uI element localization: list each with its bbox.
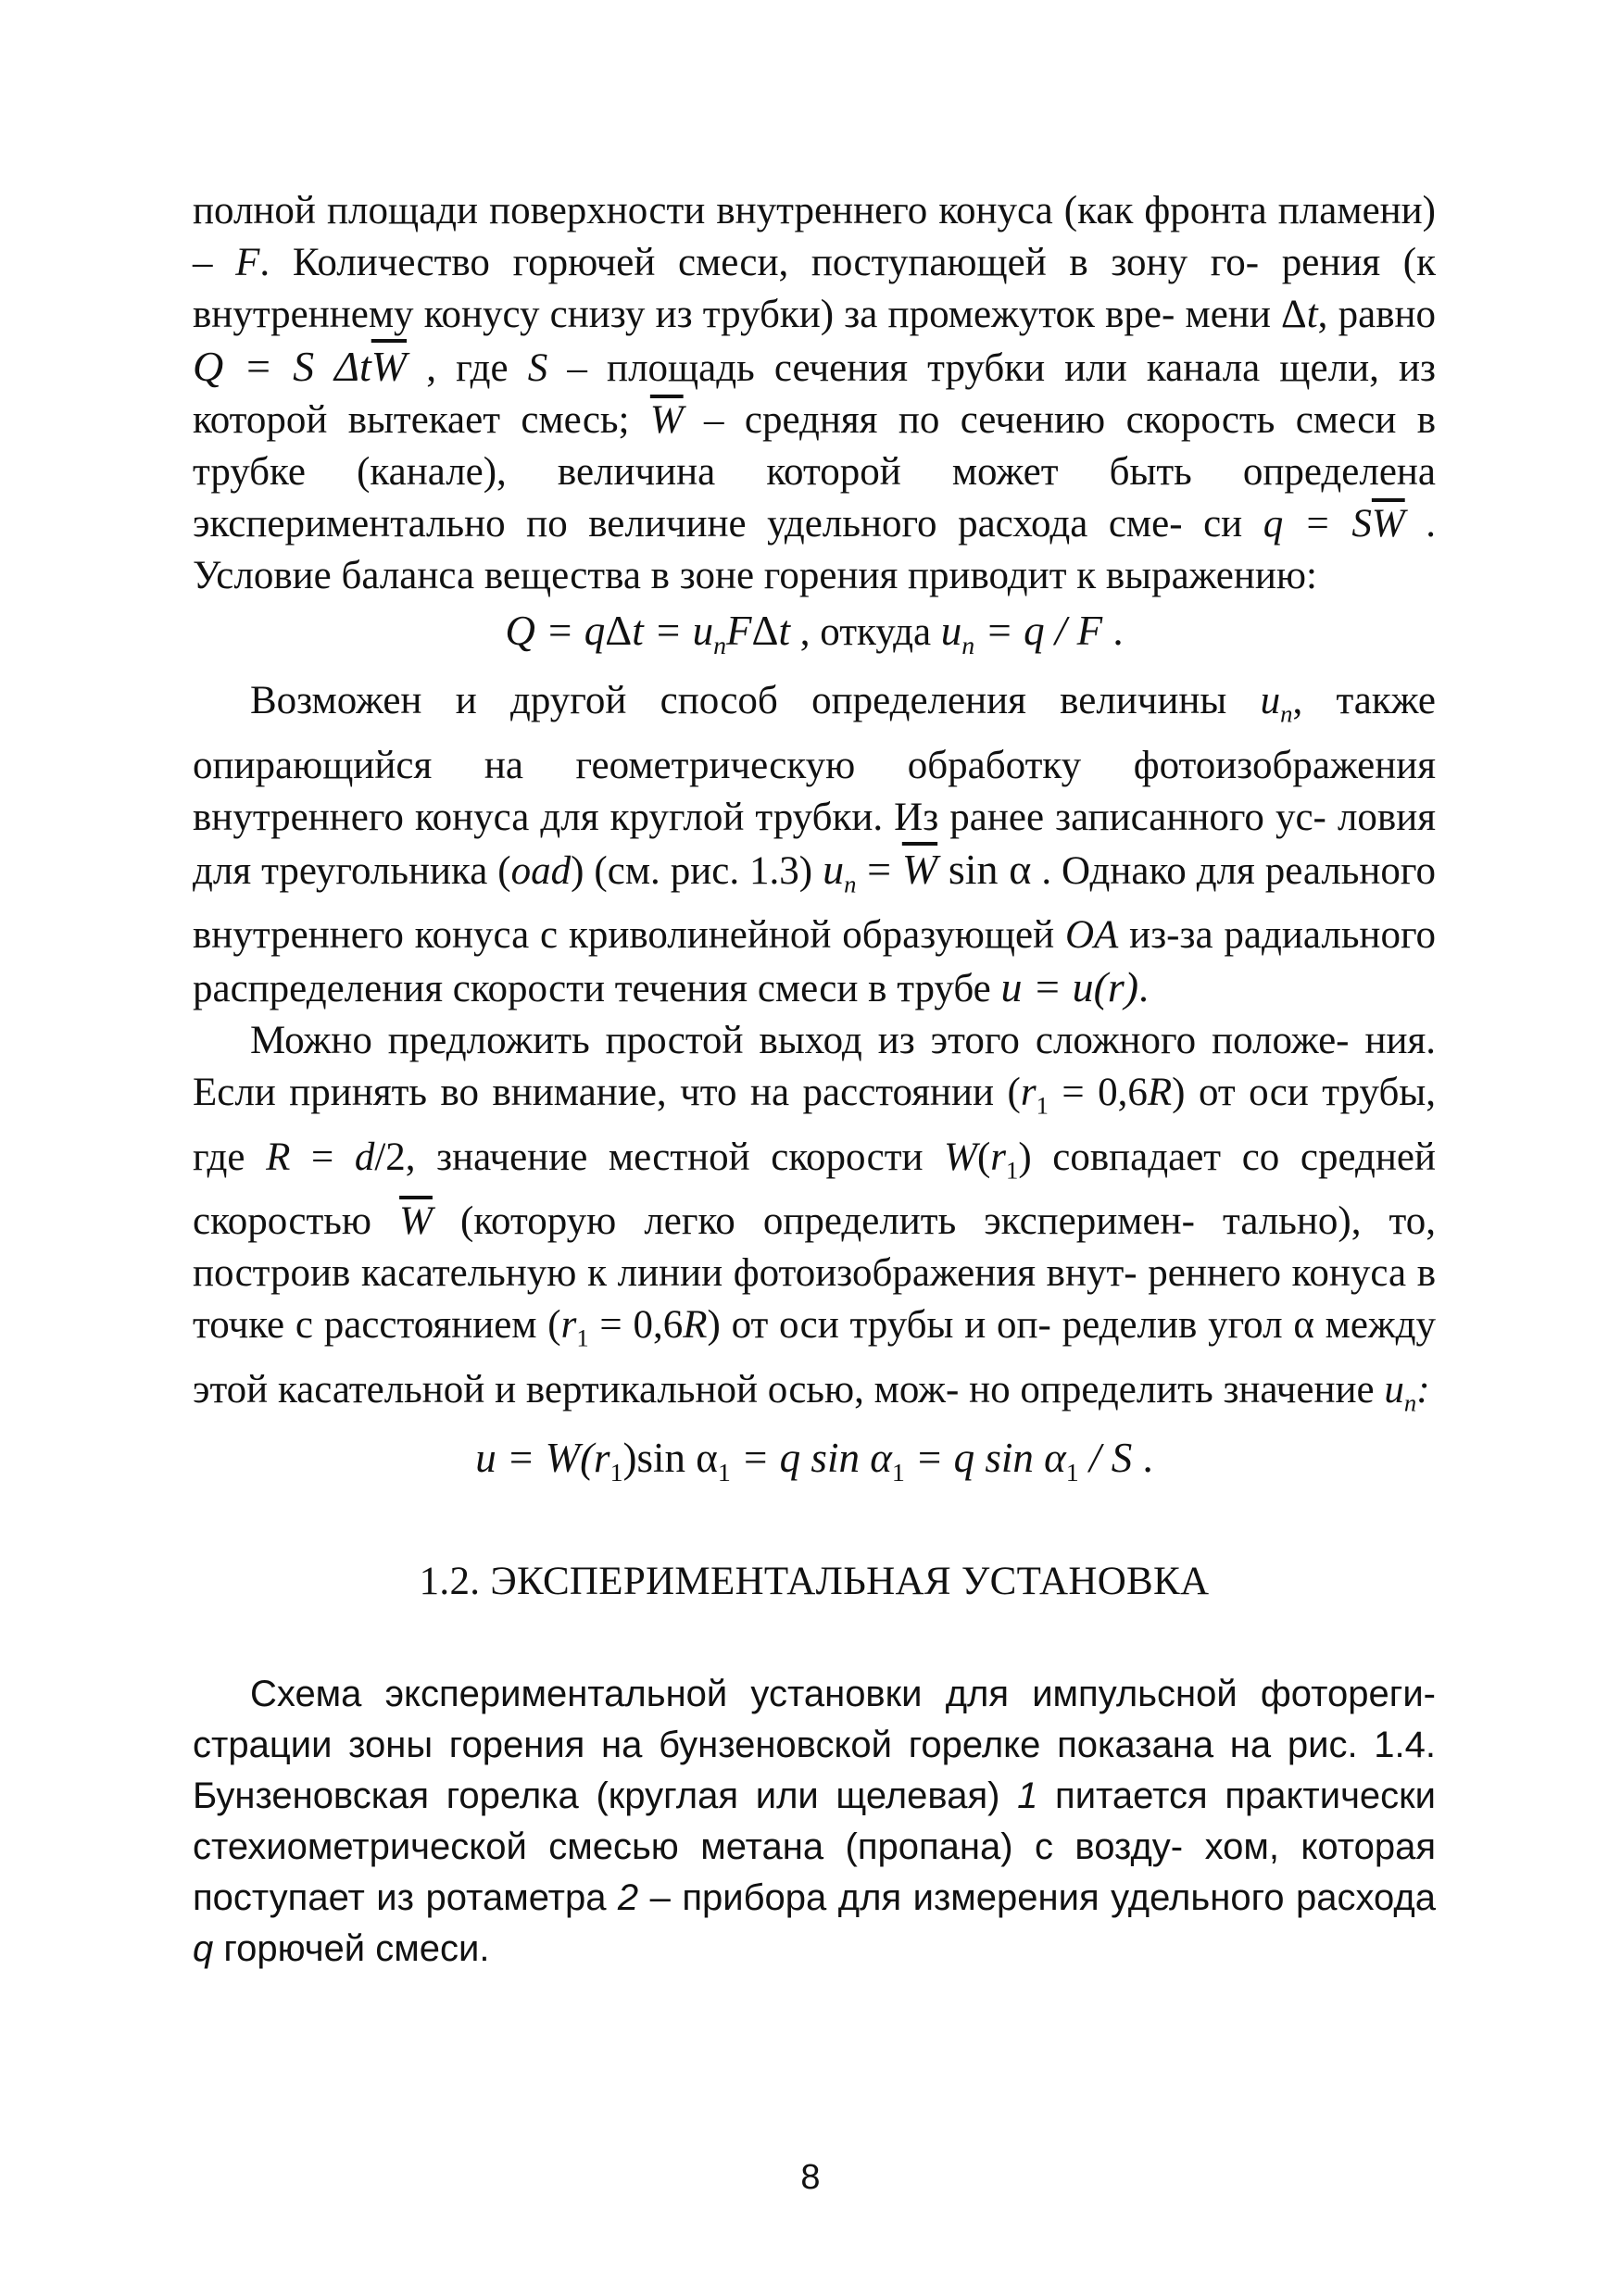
text-line: опирающийся на геометрическую обработку фотоизображения [193, 743, 1436, 787]
text-line: горючей смеси. [213, 1927, 490, 1969]
formula-part: u [940, 608, 962, 654]
text-line: (которую легко определить эксперимен- [432, 1199, 1195, 1244]
formula-part: Q = q [505, 608, 606, 654]
text-line: – средняя по сечению [683, 398, 1106, 442]
text-line: трубы, где [193, 1071, 1436, 1179]
text-line: = [290, 1135, 355, 1179]
figure-ref-number: 2 [617, 1876, 639, 1918]
math-formula: q = S [1263, 502, 1372, 546]
text-line: . Условие баланса вещества в зоне горения приводит к [193, 502, 1437, 597]
math-subscript: 1 [576, 1324, 589, 1352]
text-line: , где [407, 346, 528, 390]
text-line: ) от оси трубы и оп- [707, 1303, 1051, 1348]
math-var: R [1147, 1071, 1173, 1115]
math-part: sin α [937, 845, 1032, 893]
text-line: средней скоростью [193, 1135, 1436, 1244]
math-var: R [683, 1303, 708, 1348]
math-subscript: n [1403, 1388, 1417, 1417]
text-line: Возможен и другой способ определения величины [250, 679, 1261, 722]
text-line: канала щели, из которой вытекает смесь; [193, 346, 1436, 442]
formula-part: F [726, 608, 752, 654]
formula-part: Δ [751, 608, 779, 654]
math-var: u [1260, 679, 1281, 722]
formula-part: , откуда [790, 610, 941, 654]
text-line: – прибора для измерения [638, 1876, 1100, 1918]
text-line: тально), то, построив касательную к линии фотоизображения внут- [193, 1199, 1437, 1296]
text-line: ределив угол α между этой касательной и вертикальной осью, мож- [193, 1303, 1436, 1411]
text-line: питается [1037, 1775, 1208, 1816]
text-line: ) от оси [1172, 1071, 1309, 1115]
math-var: q [193, 1927, 214, 1969]
formula-part: = q sin α [730, 1434, 892, 1481]
math-var: r [560, 1303, 577, 1348]
formula-subscript: 1 [717, 1458, 731, 1487]
formula-velocity [193, 1429, 1436, 1502]
paragraph-3 [193, 1015, 1436, 1428]
text-line: . [1138, 967, 1149, 1011]
formula-part: t = u [632, 608, 714, 654]
text-line: Схема экспериментальной установки для импульсной фотореги- [250, 1673, 1436, 1714]
figure-ref-number: 1 [1017, 1775, 1038, 1816]
math-subscript: 1 [1036, 1091, 1049, 1120]
math-subscript: 1 [1006, 1156, 1019, 1185]
paragraph-4 [193, 1669, 1436, 1975]
text-line: си [1203, 502, 1263, 546]
text-line: практически стехиометрической смесью метана (пропана) с возду- [193, 1775, 1437, 1867]
math-formula: Q = S Δt [193, 343, 371, 390]
text-line: пламени) – [193, 189, 1436, 284]
math-part: = [856, 845, 902, 893]
math-formula: u = u(r) [1000, 963, 1139, 1011]
text-line: выражению: [1105, 554, 1317, 597]
math-var: R [266, 1135, 291, 1179]
math-var-overline: $\overline{W}$ [901, 845, 938, 893]
text-line: скорость смеси в трубке (канале), величина которой может быть [193, 398, 1436, 494]
text-line: из-за радиального распределения скорости течения смеси в [193, 913, 1437, 1011]
text-line: ) совпадает со [1018, 1135, 1280, 1179]
formula-subscript: n [961, 632, 975, 660]
formula-part: = q / F [974, 608, 1103, 654]
text-line: , равно [1317, 293, 1437, 336]
formula-part: . [1132, 1434, 1153, 1481]
text-line: страции зоны горения на бунзеновской горелке показана на [193, 1724, 1272, 1765]
paragraph-1 [193, 185, 1436, 602]
math-var-overline: $\overline{W}$ [371, 343, 408, 390]
formula-subscript: 1 [609, 1458, 623, 1487]
formula-part: t [778, 608, 791, 654]
text-line: трубе [897, 967, 1001, 1011]
text-line: = 0,6 [1048, 1071, 1148, 1115]
text-line: ( [976, 1135, 991, 1179]
formula-subscript: 1 [1065, 1458, 1079, 1487]
text-line: рения (к внутреннему конусу снизу из трубки) за промежуток вре- [193, 241, 1436, 336]
math-var: oad [510, 848, 572, 893]
math-var: u [823, 845, 845, 893]
math-var: F [235, 241, 260, 284]
text-line: хом, которая поступает из ротаметра [193, 1826, 1437, 1918]
text-line: ) (см. рис. 1.3) [571, 848, 823, 893]
math-var-overline: $\overline{W}$ [649, 398, 684, 442]
text-line: ловия для треугольника ( [193, 795, 1437, 893]
text-line: . Однако [1031, 848, 1187, 893]
text-line: для реального внутреннего конуса с криволинейной образующей [193, 848, 1436, 958]
page-number: 8 [800, 2158, 821, 2197]
text-line: мени Δ [1185, 293, 1307, 336]
text-line: внутреннего конуса для круглой трубки. Из ранее записанного ус- [193, 795, 1326, 839]
formula-part: Δ [605, 608, 633, 654]
text-line: /2, значение местной скорости [374, 1135, 945, 1179]
math-var: S [527, 346, 548, 390]
text-line: удельного расхода [1111, 1876, 1437, 1918]
text-line: ния. Если принять во внимание, что на расстоянии ( [193, 1019, 1436, 1115]
text-line: рис. 1.4. Бунзеновская горелка (круглая или щелевая) [193, 1724, 1436, 1816]
math-var-overline: $\overline{W}$ [399, 1199, 433, 1244]
math-var: r [990, 1135, 1007, 1179]
page-content [193, 185, 1436, 1975]
text-line: Можно предложить простой выход из этого сложного положе- [250, 1019, 1350, 1063]
formula-balance [193, 602, 1436, 675]
formula-part: / S [1078, 1434, 1133, 1481]
text-line: реннего конуса в точке с расстоянием ( [193, 1251, 1437, 1348]
math-var-overline: $\overline{W}$ [1371, 502, 1405, 546]
math-var: u [1384, 1367, 1404, 1411]
section-heading: 1.2. ЭКСПЕРИМЕНТАЛЬНАЯ УСТАНОВКА [419, 1559, 1210, 1603]
paragraph-2 [193, 675, 1436, 1015]
formula-part: u = W(r [475, 1434, 610, 1481]
formula-subscript: n [713, 632, 727, 660]
math-var: r [1020, 1071, 1037, 1115]
math-var: t [1306, 293, 1318, 336]
text-line: . Количество горючей смеси, поступающей в зону го- [259, 241, 1260, 284]
formula-part: )sin α [622, 1434, 718, 1481]
math-var: d [354, 1135, 375, 1179]
text-line: но определить значение [969, 1367, 1385, 1411]
formula-part: . [1102, 608, 1124, 654]
text-line: : [1416, 1367, 1430, 1411]
formula-subscript: 1 [891, 1458, 905, 1487]
text-line: – площадь сечения трубки или [547, 346, 1127, 390]
formula-part: = q sin α [904, 1434, 1066, 1481]
text-line: определена экспериментально по величине удельного расхода сме- [193, 450, 1437, 546]
math-subscript: n [1280, 699, 1293, 728]
math-var: OA [1065, 913, 1119, 958]
text-line: , также [1292, 679, 1436, 722]
text-line: = 0,6 [588, 1303, 684, 1348]
text-line: полной площади поверхности внутреннего конуса (как фронта [193, 189, 1267, 232]
math-var: W [944, 1135, 977, 1179]
math-subscript: n [844, 870, 857, 898]
